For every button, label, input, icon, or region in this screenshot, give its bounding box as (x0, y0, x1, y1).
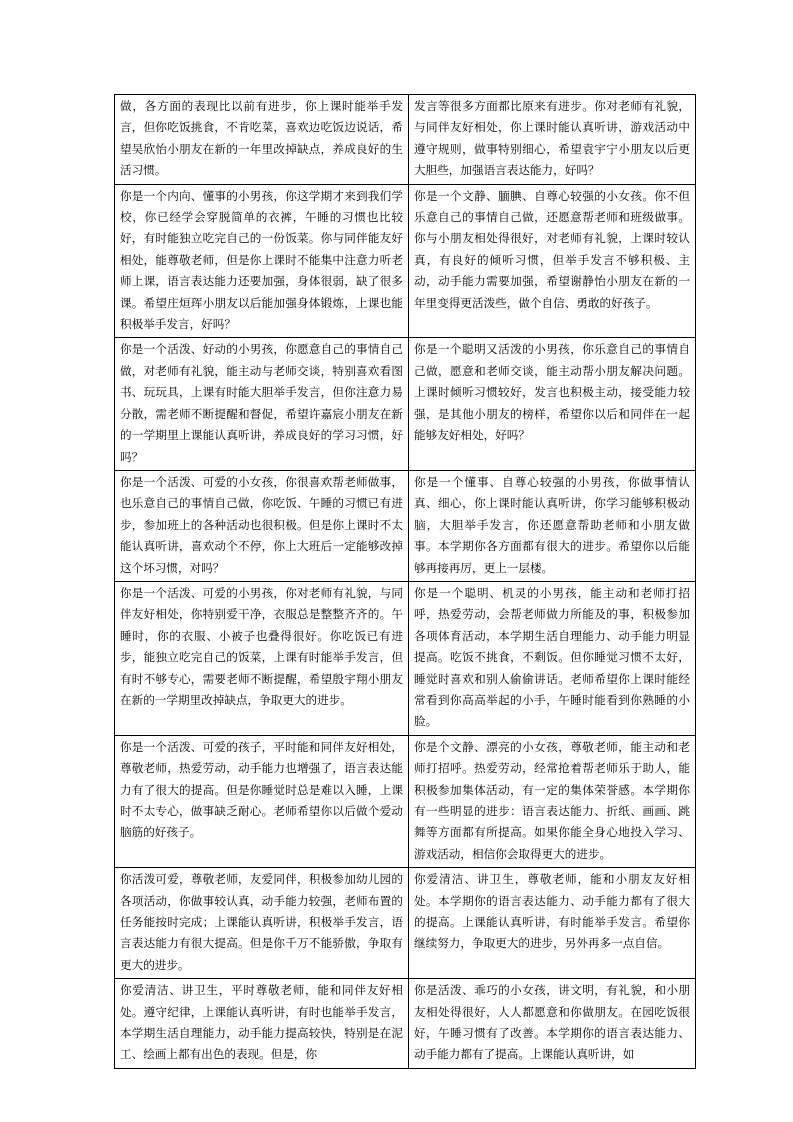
table-row (115, 470, 696, 581)
table-cell: 你是活泼、乖巧的小女孩，讲文明，有礼貌，和小朋友相处得很好，人人都愿意和你做朋友。在园吃饭很好，午睡习惯有了改善。本学期你的语言表达能力、动手能力都有了提高。上课能认真听讲，如 (409, 979, 696, 1069)
table-row (115, 735, 696, 867)
table-row (115, 184, 696, 338)
table-cell: 你是一个懂事、自尊心较强的小男孩，你做事情认真、细心，你上课时能认真听讲，你学习能够积极动脑，大胆举手发言，你还愿意帮助老师和小朋友做事。本学期你各方面都有很大的进步。希望你以后能够再接再厉，更上一层楼。 (409, 470, 696, 581)
table-row (115, 979, 696, 1069)
table-cell: 你爱清洁、讲卫生，尊敬老师，能和小朋友友好相处。本学期你的语言表达能力、动手能力都有了很大的提高。上课能认真听讲，有时能举手发言。希望你继续努力，争取更大的进步，另外再多一点自信。 (409, 868, 696, 979)
table-cell: 你是一个活泼、可爱的小男孩，你对老师有礼貌，与同伴友好相处，你特别爱干净，衣服总是整整齐齐的。午睡时，你的衣服、小被子也叠得很好。你吃饭已有进步，能独立吃完自己的饭菜，上课有时能举手发言，但有时不够专心，需要老师不断提醒，希望殷宇翔小朋友在新的一学期里改掉缺点，争取更大的进步。 (115, 581, 409, 735)
table-cell: 你是一个活泼、可爱的孩子，平时能和同伴友好相处，尊敬老师，热爱劳动，动手能力也增强了，语言表达能力有了很大的提高。但是你睡觉时总是难以入睡，上课时不太专心，做事缺乏耐心。老师希望你以后做个爱动脑筋的好孩子。 (115, 735, 409, 867)
comments-table (114, 94, 696, 1069)
table-row (115, 95, 696, 185)
table-cell: 你是一个聪明又活泼的小男孩，你乐意自己的事情自己做，愿意和老师交谈，能主动帮小朋友解决问题。上课时倾听习惯较好，发言也积极主动，接受能力较强，是其他小朋友的榜样，希望你以后和同伴在一起能够友好相处，好吗？ (409, 338, 696, 470)
table-cell: 你是一个活泼、可爱的小女孩，你很喜欢帮老师做事，也乐意自己的事情自己做，你吃饭、午睡的习惯已有进步，参加班上的各种活动也很积极。但是你上课时不太能认真听讲，喜欢动个不停，你上大班后一定能够改掉这个坏习惯，对吗？ (115, 470, 409, 581)
table-row (115, 581, 696, 735)
table-cell: 发言等很多方面都比原来有进步。你对老师有礼貌，与同伴友好相处，你上课时能认真听讲，游戏活动中遵守规则，做事特别细心，希望袁宇宁小朋友以后更大胆些，加强语言表达能力，好吗？ (409, 95, 696, 185)
table-row (115, 338, 696, 470)
table-cell: 你爱清洁、讲卫生，平时尊敬老师，能和同伴友好相处。遵守纪律，上课能认真听讲，有时也能举手发言，本学期生活自理能力，动手能力提高较快，特别是在泥工、绘画上都有出色的表现。但是，你 (115, 979, 409, 1069)
table-cell: 做，各方面的表现比以前有进步，你上课时能举手发言，但你吃饭挑食，不肯吃菜，喜欢边吃饭边说话，希望吴欣怡小朋友在新的一年里改掉缺点，养成良好的生活习惯。 (115, 95, 409, 185)
table-row (115, 868, 696, 979)
table-cell: 你活泼可爱，尊敬老师，友爱同伴，积极参加幼儿园的各项活动，你做事较认真，动手能力较强，老师布置的任务能按时完成；上课能认真听讲，积极举手发言，语言表达能力有很大提高。但是你千万不能骄傲，争取有更大的进步。 (115, 868, 409, 979)
table-cell: 你是一个文静、腼腆、自尊心较强的小女孩。你不但乐意自己的事情自己做，还愿意帮老师和班级做事。你与小朋友相处得很好，对老师有礼貌，上课时较认真，有良好的倾听习惯，但举手发言不够积极、主动，动手能力需要加强，希望谢静怡小朋友在新的一年里变得更活泼些，做个自信、勇敢的好孩子。 (409, 184, 696, 338)
table-cell: 你是个文静、漂亮的小女孩，尊敬老师，能主动和老师打招呼。热爱劳动，经常抢着帮老师乐于助人，能积极参加集体活动，有一定的集体荣誉感。本学期你有一些明显的进步：语言表达能力、折纸、画画、跳舞等方面都有所提高。如果你能全身心地投入学习、游戏活动，相信你会取得更大的进步。 (409, 735, 696, 867)
table-cell: 你是一个内向、懂事的小男孩，你这学期才来到我们学校，你已经学会穿脱简单的衣裤，午睡的习惯也比较好，有时能独立吃完自己的一份饭菜。你与同伴能友好相处，能尊敬老师，但是你上课时不能集中注意力听老师上课，语言表达能力还要加强，身体很弱，缺了很多课。希望庄烜珲小朋友以后能加强身体锻炼，上课也能积极举手发言，好吗？ (115, 184, 409, 338)
table-cell: 你是一个聪明、机灵的小男孩，能主动和老师打招呼，热爱劳动，会帮老师做力所能及的事，积极参加各项体育活动，本学期生活自理能力、动手能力明显提高。吃饭不挑食，不剩饭。但你睡觉习惯不太好，睡觉时喜欢和别人偷偷讲话。老师希望你上课时能经常看到你高高举起的小手，午睡时能看到你熟睡的小脸。 (409, 581, 696, 735)
table-cell: 你是一个活泼、好动的小男孩，你愿意自己的事情自己做，对老师有礼貌，能主动与老师交谈，特别喜欢看图书、玩玩具，上课有时能大胆举手发言，但你注意力易分散，需老师不断提醒和督促，希望许嘉宸小朋友在新的一学期里上课能认真听讲，养成良好的学习习惯，好吗？ (115, 338, 409, 470)
